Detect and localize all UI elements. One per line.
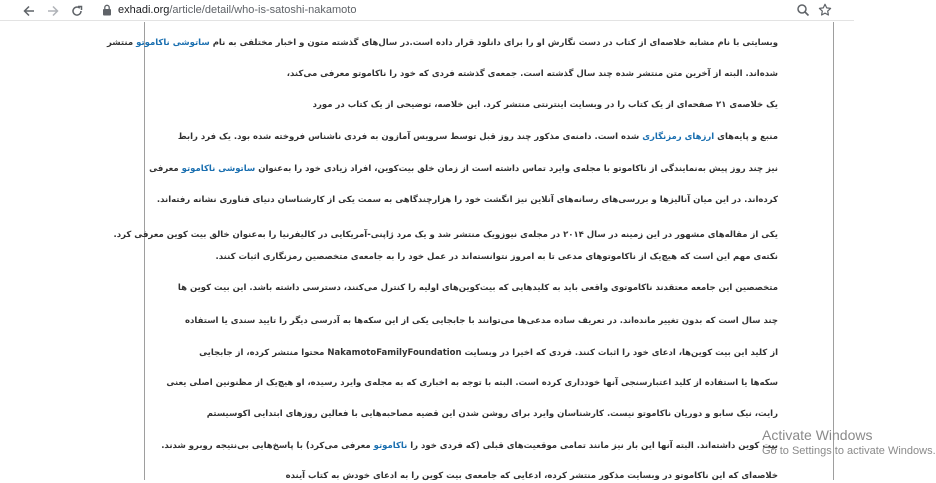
star-icon[interactable] (818, 3, 832, 17)
article-line: چند سال است که بدون تغییر مانده‌اند. در تعریف ساده مدعی‌ها می‌توانند با جابجایی یکی از این سکه‌ها به آدرسی دیگر را تایید سندی یا استفاده (185, 316, 778, 326)
article-line: متخصصین این جامعه معتقدند ناکاموتوی واقعی باید به کلیدهایی که بیت‌کوین‌های اولیه را کنترل می‌کنند، دسترسی داشته باشد. این بیت کوین ها (177, 283, 778, 293)
article-line: کرده‌اند. در این میان آنالیزها و بررسی‌های رسانه‌های آنلاین نیز انگشت خود را هزارچندگاهی به سمت یکی از کارشناسان دنیای فناوری نشانه رفته‌اند. (156, 195, 778, 205)
article-line: شده‌اند. البته از آخرین متن منتشر شده چند سال گذشته است. جمعه‌ی گذشته فردی که خود را ناکاموتو معرفی می‌کند، (286, 69, 778, 79)
address-bar[interactable] (96, 1, 838, 20)
search-icon[interactable] (796, 3, 810, 17)
content-border-left (144, 22, 145, 480)
url-text (118, 3, 356, 17)
url-path: /article/detail/who-is-satoshi-nakamoto (169, 4, 357, 16)
article-line: منبع و پایه‌های ارزهای رمزنگاری شده است. دامنه‌ی مذکور چند روز قبل توسط سرویس آمازون به فردی ناشناس فروخته شده بود. یک فرد رابط (177, 132, 778, 142)
article-line: وبسایتی با نام مشابه خلاصه‌ای از کتاب در دست نگارش او را برای دانلود قرار داده است.در سال‌های گذشته متون و اخبار مختلفی به نام ساتوشی ناکاموتو منتشر (107, 38, 778, 48)
article-line: سکه‌ها یا استفاده از کلید اعتبارسنجی آنها خودداری کرده است. البته با توجه به اخباری که به مجله‌ی وایرد رسیده، او هیچ‌یک از مظنونین اصلی یعنی (166, 378, 778, 388)
arrow-right-icon (47, 5, 59, 17)
article-line: نکته‌ی مهم این است که هیچ‌یک از ناکاموتوهای مدعی تا به امروز نتوانسته‌اند در عمل خود را به جامعه‌ی متخصصین رمزنگاری اثبات کنند. (215, 252, 778, 262)
lock-icon (102, 4, 112, 16)
arrow-left-icon (23, 5, 35, 17)
article-line: خلاصه‌ای که این ناکاموتو در وبسایت مذکور منتشر کرده، ادعایی که جامعه‌ی بیت کوین را به ادعای خودش به کتاب آینده (285, 471, 778, 481)
reload-button[interactable] (68, 2, 86, 19)
activation-watermark (762, 426, 936, 458)
watermark-title: Activate Windows (762, 427, 873, 443)
back-button[interactable] (20, 2, 38, 19)
browser-toolbar (0, 0, 854, 21)
article-line: رایت، نیک سابو و دوریان ناکاموتو نیست. کارشناسان وایرد برای روشن شدن این قضیه مصاحبه‌هایی با فعالین روزهای ابتدایی اکوسیستم (206, 409, 778, 419)
web-page (0, 22, 936, 481)
article-link[interactable]: ناکاموتو (373, 441, 408, 451)
forward-button[interactable] (44, 2, 62, 19)
article-line: از کلید این بیت کوین‌ها، ادعای خود را اثبات کنند. فردی که اخیرا در وبسایت NakamotoFamilyFoundation محتوا منتشر کرده، از جابجایی (199, 348, 778, 358)
watermark-subtitle: Go to Settings to activate Windows. (762, 445, 936, 457)
article-link[interactable]: ساتوشی ناکاموتو (136, 38, 210, 48)
url-domain: exhadi.org (118, 4, 170, 16)
article-line: یک خلاصه‌ی ۲۱ صفحه‌ای از یک کتاب را در وبسایت اینترنتی منتشر کرد. این خلاصه، توضیحی از یک کتاب در مورد (312, 100, 778, 110)
article-line: یکی از مقاله‌های مشهور در این زمینه در سال ۲۰۱۴ در مجله‌ی نیوزویک منتشر شد و یک مرد ژاپنی-آمریکایی در کالیفرنیا را به‌عنوان خالق بیت کوین معرفی کرد. (113, 230, 778, 240)
article-link[interactable]: ساتوشی ناکاموتو (181, 164, 256, 174)
content-border-right (833, 22, 834, 480)
article-line: نیز چند روز پیش به‌نمایندگی از ناکاموتو با مجله‌ی وایرد تماس داشته است از زمان خلق بیت‌کوین، افراد زیادی خود را به‌عنوان ساتوشی ناکاموتو معرفی (149, 164, 778, 174)
reload-icon (71, 5, 83, 17)
article-body (107, 22, 778, 481)
article-link[interactable]: ارزهای رمزنگاری (642, 132, 715, 142)
article-line: بیت کوین داشته‌اند. البته آنها این بار نیز مانند تمامی موقعیت‌های قبلی (که فردی خود را ناکاموتو معرفی می‌کرد) با پاسخ‌هایی بی‌نتیجه روبرو شدند. (161, 441, 778, 451)
